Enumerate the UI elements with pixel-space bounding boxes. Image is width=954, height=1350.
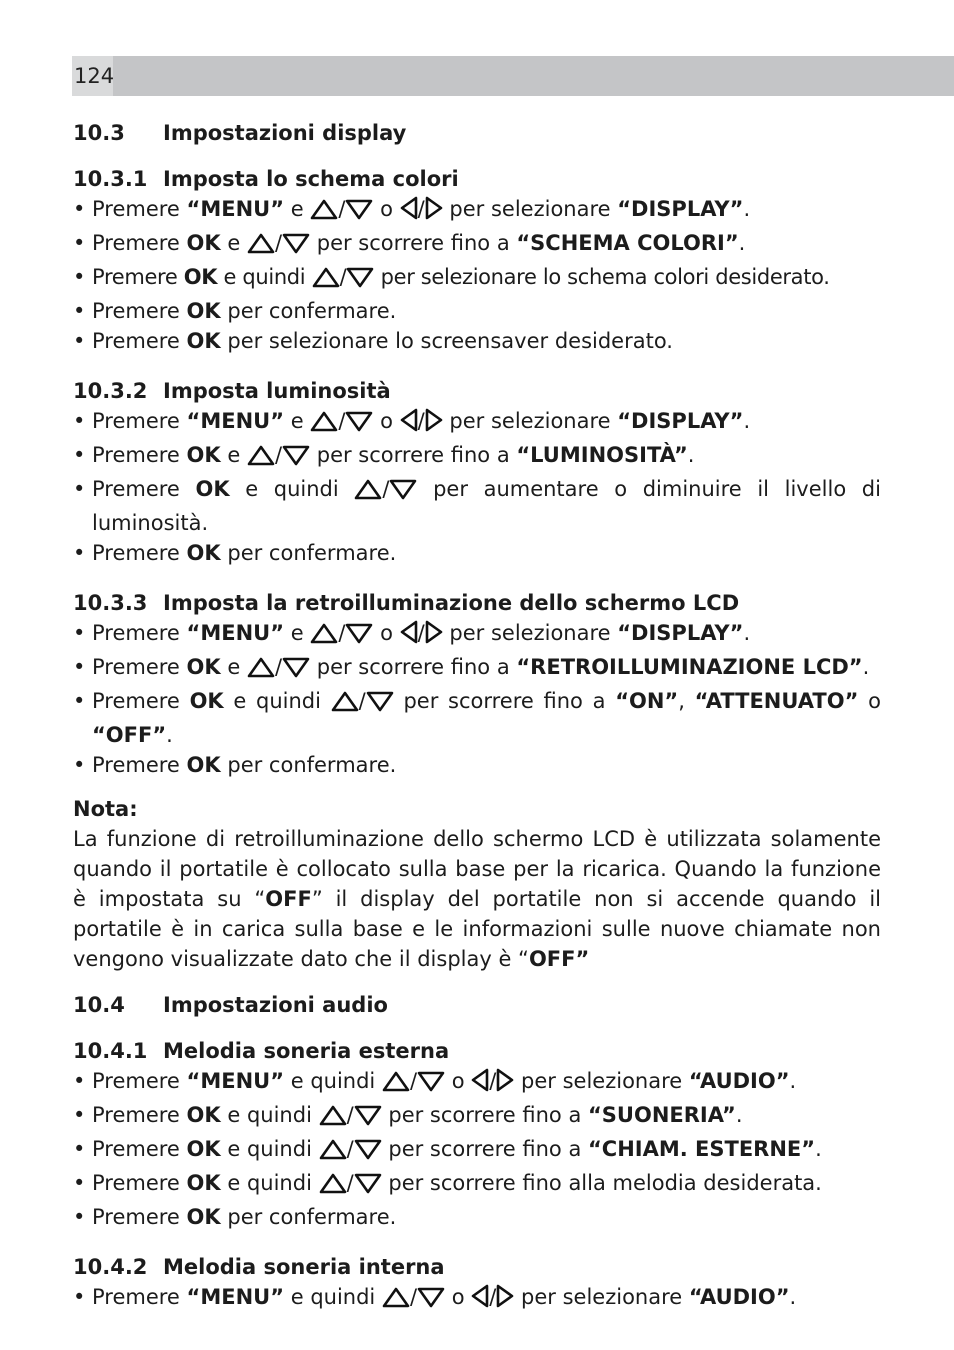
down-triangle-icon — [282, 444, 310, 474]
up-triangle-icon — [310, 410, 338, 440]
section-heading-10-3: 10.3 Impostazioni display — [73, 121, 407, 145]
list-item: • Premere OK e quindi / per scorrere fino alla melodia desiderata. — [73, 1168, 881, 1202]
note-text: La funzione di retroilluminazione dello schermo LCD è utilizzata solamente quando il portatile è collocato sulla base per la ricarica. Quando la funzione è impostata su “OFF” il display del portatile non si accende quando il portatile è in carica sulla base e le informazioni sulle nuove chiamate non vengono visualizzate dato che il display è “OFF” — [73, 827, 881, 971]
list-item: • Premere OK e quindi / per scorrere fino a “SUONERIA”. — [73, 1100, 881, 1134]
down-triangle-icon — [354, 1138, 382, 1168]
down-triangle-icon — [354, 1172, 382, 1202]
down-triangle-icon — [282, 656, 310, 686]
list-item: • Premere OK e / per scorrere fino a “SCHEMA COLORI”. — [73, 228, 881, 262]
list-item: • Premere “MENU” e / o / per selezionare “DISPLAY”. — [73, 194, 881, 228]
left-triangle-icon — [400, 196, 418, 228]
subsection-heading-10-3-3: 10.3.3 Imposta la retroilluminazione dello schermo LCD — [73, 591, 740, 615]
up-triangle-icon — [310, 622, 338, 652]
up-triangle-icon — [354, 478, 382, 508]
down-triangle-icon — [389, 478, 417, 508]
down-triangle-icon — [366, 690, 394, 720]
down-triangle-icon — [417, 1070, 445, 1100]
page-number: 124 — [72, 56, 113, 96]
up-triangle-icon — [247, 444, 275, 474]
list-item: • Premere “MENU” e quindi / o / per selezionare “AUDIO”. — [73, 1282, 881, 1316]
up-triangle-icon — [331, 690, 359, 720]
list-item: • Premere “MENU” e quindi / o / per selezionare “AUDIO”. — [73, 1066, 881, 1100]
right-triangle-icon — [496, 1068, 514, 1100]
list-item: • Premere OK e quindi / per scorrere fino a “ON”, “ATTENUATO” o “OFF”. — [73, 686, 881, 750]
down-triangle-icon — [345, 198, 373, 228]
up-triangle-icon — [382, 1070, 410, 1100]
list-item: • Premere “MENU” e / o / per selezionare “DISPLAY”. — [73, 406, 881, 440]
down-triangle-icon — [354, 1104, 382, 1134]
note-title: Nota: — [73, 797, 138, 821]
up-triangle-icon — [310, 198, 338, 228]
list-item: • Premere OK per confermare. — [73, 750, 881, 780]
left-triangle-icon — [400, 620, 418, 652]
right-triangle-icon — [496, 1284, 514, 1316]
subsection-heading-10-4-2: 10.4.2 Melodia soneria interna — [73, 1255, 445, 1279]
list-item: • Premere OK e quindi / per scorrere fino a “CHIAM. ESTERNE”. — [73, 1134, 881, 1168]
up-triangle-icon — [319, 1104, 347, 1134]
left-triangle-icon — [471, 1284, 489, 1316]
list-item: • Premere OK e / per scorrere fino a “LUMINOSITÀ”. — [73, 440, 881, 474]
down-triangle-icon — [282, 232, 310, 262]
up-triangle-icon — [319, 1172, 347, 1202]
left-triangle-icon — [471, 1068, 489, 1100]
up-triangle-icon — [382, 1286, 410, 1316]
list-item: • Premere OK per confermare. — [73, 1202, 881, 1232]
subsection-heading-10-3-1: 10.3.1 Imposta lo schema colori — [73, 167, 459, 191]
list-item: • Premere OK per confermare. — [73, 296, 881, 326]
up-triangle-icon — [247, 656, 275, 686]
down-triangle-icon — [346, 266, 374, 296]
list-item: • Premere OK e quindi / per selezionare lo schema colori desiderato. — [73, 262, 881, 296]
list-item: • Premere OK per confermare. — [73, 538, 881, 568]
right-triangle-icon — [425, 196, 443, 228]
up-triangle-icon — [319, 1138, 347, 1168]
list-item: • Premere OK e quindi / per aumentare o diminuire il livello di luminosità. — [73, 474, 881, 538]
subsection-heading-10-4-1: 10.4.1 Melodia soneria esterna — [73, 1039, 450, 1063]
down-triangle-icon — [345, 410, 373, 440]
list-item: • Premere OK per selezionare lo screensaver desiderato. — [73, 326, 881, 356]
subsection-heading-10-3-2: 10.3.2 Imposta luminosità — [73, 379, 391, 403]
down-triangle-icon — [417, 1286, 445, 1316]
document-body — [73, 116, 881, 1316]
up-triangle-icon — [312, 266, 340, 296]
right-triangle-icon — [425, 408, 443, 440]
right-triangle-icon — [425, 620, 443, 652]
list-item: • Premere “MENU” e / o / per selezionare “DISPLAY”. — [73, 618, 881, 652]
left-triangle-icon — [400, 408, 418, 440]
header-bar — [72, 56, 954, 96]
up-triangle-icon — [247, 232, 275, 262]
section-heading-10-4: 10.4 Impostazioni audio — [73, 993, 388, 1017]
list-item: • Premere OK e / per scorrere fino a “RETROILLUMINAZIONE LCD”. — [73, 652, 881, 686]
down-triangle-icon — [345, 622, 373, 652]
